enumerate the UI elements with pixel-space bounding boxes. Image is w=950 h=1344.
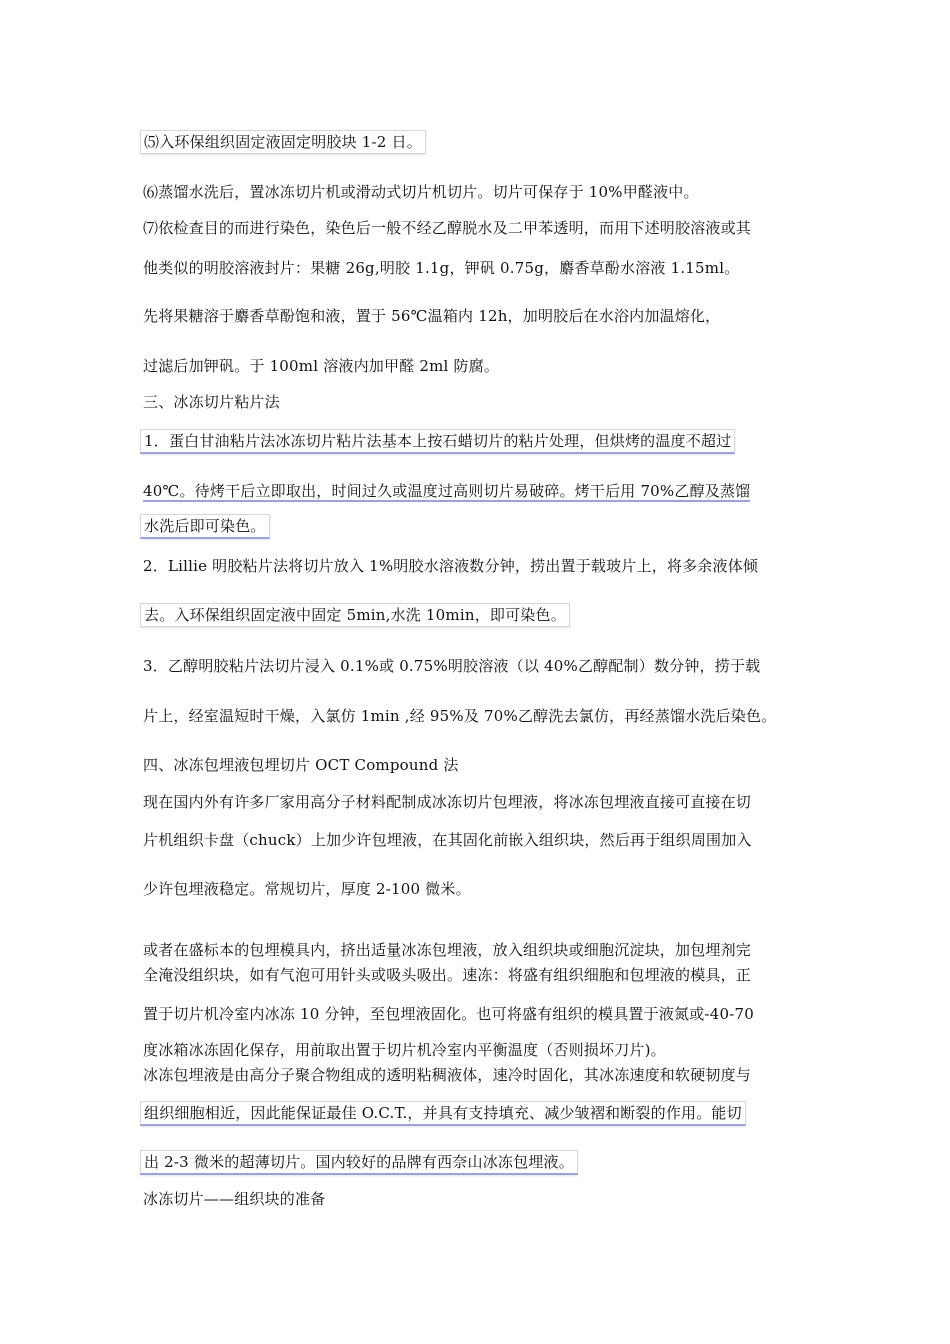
text-line: 冰冻包埋液是由高分子聚合物组成的透明粘稠液体，速冷时固化，其冰冻速度和软硬韧度与 xyxy=(143,1066,752,1084)
text-line: ⑺依检查目的而进行染色，染色后一般不经乙醇脱水及二甲苯透明，而用下述明胶溶液或其 xyxy=(143,219,752,237)
text-link[interactable]: 组织细胞相近，因此能保证最佳 O.C.T.，并具有支持填充、减少皱褶和断裂的作用。能切 xyxy=(140,1101,746,1126)
text-line xyxy=(143,1103,808,1123)
text-line: 度冰箱冰冻固化保存，用前取出置于切片机冷室内平衡温度（否则损坏刀片)。 xyxy=(143,1041,666,1059)
text-line: 先将果糖溶于麝香草酚饱和液，置于 56℃温箱内 12h，加明胶后在水浴内加温熔化， xyxy=(143,307,721,325)
section-heading: 冰冻切片——组织块的准备 xyxy=(143,1190,326,1208)
text-line xyxy=(143,516,808,536)
text-line xyxy=(143,431,808,451)
text-line: 过滤后加钾矾。于 100ml 溶液内加甲醛 2ml 防腐。 xyxy=(143,357,500,375)
text-line: 片上，经室温短时干燥，入氯仿 1min ,经 95%及 70%乙醇洗去氯仿，再经蒸馏水洗后染色。 xyxy=(143,707,777,725)
text-line: 片机组织卡盘（chuck）上加少许包埋液，在其固化前嵌入组织块，然后再于组织周围加入 xyxy=(143,831,752,849)
text-link[interactable]: 去。入环保组织固定液中固定 5min,水洗 10min，即可染色。 xyxy=(140,603,570,627)
section-heading: 四、冰冻包埋液包埋切片 OCT Compound 法 xyxy=(143,756,459,774)
text-line: 2．Lillie 明胶粘片法将切片放入 1%明胶水溶液数分钟，捞出置于载玻片上，将多余液体倾 xyxy=(143,557,759,575)
text-link[interactable]: 40℃。待烤干后立即取出，时间过久或温度过高则切片易破碎。烤干后用 70%乙醇及蒸馏 xyxy=(143,482,751,500)
text-link[interactable]: 水洗后即可染色。 xyxy=(140,514,270,539)
text-line xyxy=(143,605,808,625)
text-link[interactable]: ⑸入环保组织固定液固定明胶块 1-2 日。 xyxy=(140,130,426,154)
text-line: ⑹蒸馏水洗后，置冰冻切片机或滑动式切片机切片。切片可保存于 10%甲醛液中。 xyxy=(143,183,699,201)
section-heading: 三、冰冻切片粘片法 xyxy=(143,393,280,411)
text-link[interactable]: 出 2-3 微米的超薄切片。国内较好的品牌有西奈山冰冻包埋液。 xyxy=(140,1150,578,1175)
text-line: 3．乙醇明胶粘片法切片浸入 0.1%或 0.75%明胶溶液（以 40%乙醇配制）数分钟，捞于载 xyxy=(143,657,761,675)
text-link[interactable]: 1．蛋白甘油粘片法冰冻切片粘片法基本上按石蜡切片的粘片处理，但烘烤的温度不超过 xyxy=(140,429,735,454)
text-line xyxy=(143,1152,808,1172)
text-line xyxy=(143,132,808,152)
text-line: 置于切片机冷室内冰冻 10 分钟，至包埋液固化。也可将盛有组织的模具置于液氮或-40-70 xyxy=(143,1005,754,1023)
text-line xyxy=(143,481,808,501)
text-line: 他类似的明胶溶液封片：果糖 26g,明胶 1.1g，钾矾 0.75g，麝香草酚水溶液 1.15ml。 xyxy=(143,259,740,277)
text-line: 或者在盛标本的包埋模具内，挤出适量冰冻包埋液，放入组织块或细胞沉淀块，加包埋剂完 xyxy=(143,941,752,959)
text-line: 现在国内外有许多厂家用高分子材料配制成冰冻切片包埋液，将冰冻包埋液直接可直接在切 xyxy=(143,793,752,811)
text-line: 全淹没组织块，如有气泡可用针头或吸头吸出。速冻：将盛有组织细胞和包埋液的模具，正 xyxy=(143,966,752,984)
text-line: 少许包埋液稳定。常规切片，厚度 2-100 微米。 xyxy=(143,880,471,898)
